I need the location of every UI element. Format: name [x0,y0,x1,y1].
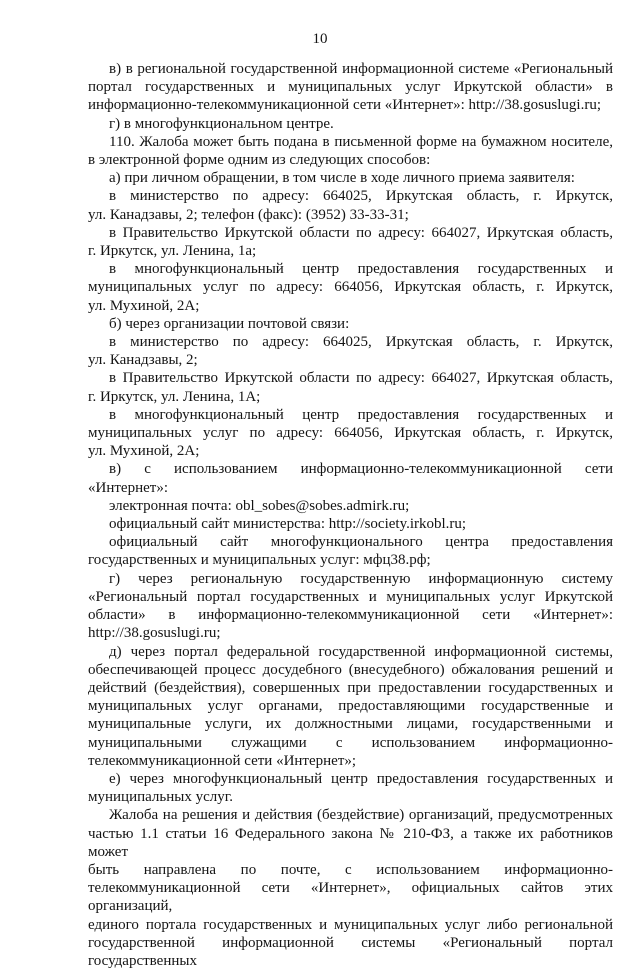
text-line: портал государственных и муниципальных услуг Иркутской области» в [88,79,613,96]
text-line: в Правительство Иркутской области по адресу: 664027, Иркутская область, [109,224,613,241]
text-line: ул. Мухиной, 2А; [88,297,200,314]
text-line: действий (бездействия), совершенных при предоставлении государственных и [88,679,613,696]
text-line: е) через многофункциональный центр предоставления государственных и [109,770,613,787]
text-line: б) через организации почтовой связи: [109,315,350,332]
text-line: в многофункциональный центр предоставления государственных и [109,406,613,423]
text-line: http://38.gosuslugi.ru; [88,625,221,642]
text-line: г) через региональную государственную информационную систему [109,570,613,587]
text-line: ул. Канадзавы, 2; телефон (факс): (3952) 33-33-31; [88,206,409,223]
text-line: д) через портал федеральной государственной информационной системы, [109,643,613,660]
text-line: муниципальные услуги, их должностными лицами, государственными и [88,716,613,733]
text-line: единого портала государственных и муниципальных услуг либо региональной [88,916,613,933]
text-line: в электронной форме одним из следующих способов: [88,152,431,169]
text-line: муниципальных услуг по адресу: 664056, Иркутская область, г. Иркутск, [88,279,613,296]
text-line: а) при личном обращении, в том числе в ходе личного приема заявителя: [109,170,575,187]
text-line: телекоммуникационной сети «Интернет»; [88,752,357,769]
text-line: ул. Мухиной, 2А; [88,443,200,460]
text-line: обеспечивающей процесс досудебного (внесудебного) обжалования решений и [88,661,613,678]
document-body [88,60,613,970]
text-line: г. Иркутск, ул. Ленина, 1А; [88,388,261,405]
text-line: в министерство по адресу: 664025, Иркутская область, г. Иркутск, [109,334,613,351]
text-line: в) с использованием информационно-телекоммуникационной сети [109,461,613,478]
text-line: официальный сайт многофункционального центра предоставления [109,534,613,551]
text-line: г) в многофункциональном центре. [109,115,334,132]
text-line: Жалоба на решения и действия (бездействие) организаций, предусмотренных [109,807,613,824]
text-line: официальный сайт министерства: http://society.irkobl.ru; [109,516,467,533]
text-line: государственной информационной системы «Региональный портал государственных [88,934,613,969]
text-line: муниципальных услуг органами, предоставляющими государственные и [88,698,613,715]
text-line: «Интернет»: [88,479,168,496]
text-line: «Региональный портал государственных и муниципальных услуг Иркутской [88,588,613,605]
text-line: телекоммуникационной сети «Интернет», официальных сайтов этих организаций, [88,880,613,915]
text-line: г. Иркутск, ул. Ленина, 1а; [88,243,257,260]
text-line: быть направлена по почте, с использованием информационно- [88,861,613,878]
text-line: в) в региональной государственной информационной системе «Региональный [109,61,613,77]
text-line: в Правительство Иркутской области по адресу: 664027, Иркутская область, [109,370,613,387]
text-line: муниципальных услуг по адресу: 664056, Иркутская область, г. Иркутск, [88,425,613,442]
text-line: электронная почта: obl_sobes@sobes.admirk.ru; [109,497,410,514]
text-line: муниципальными служащими с использованием информационно- [88,734,613,751]
text-line: в министерство по адресу: 664025, Иркутская область, г. Иркутск, [109,188,613,205]
text-line: 110. Жалоба может быть подана в письменной форме на бумажном носителе, [109,133,613,150]
text-line: информационно-телекоммуникационной сети «Интернет»: http://38.gosuslugi.ru; [88,97,602,114]
text-line: частью 1.1 статьи 16 Федерального закона № 210-ФЗ, а также их работников может [88,825,613,860]
text-line: в многофункциональный центр предоставления государственных и [109,261,613,278]
text-line: ул. Канадзавы, 2; [88,352,198,369]
text-line: области» в информационно-телекоммуникационной сети «Интернет»: [88,607,613,624]
text-line: муниципальных услуг. [88,789,233,806]
text-line: государственных и муниципальных услуг: мфц38.рф; [88,552,431,569]
page-number: 10 [312,31,328,47]
